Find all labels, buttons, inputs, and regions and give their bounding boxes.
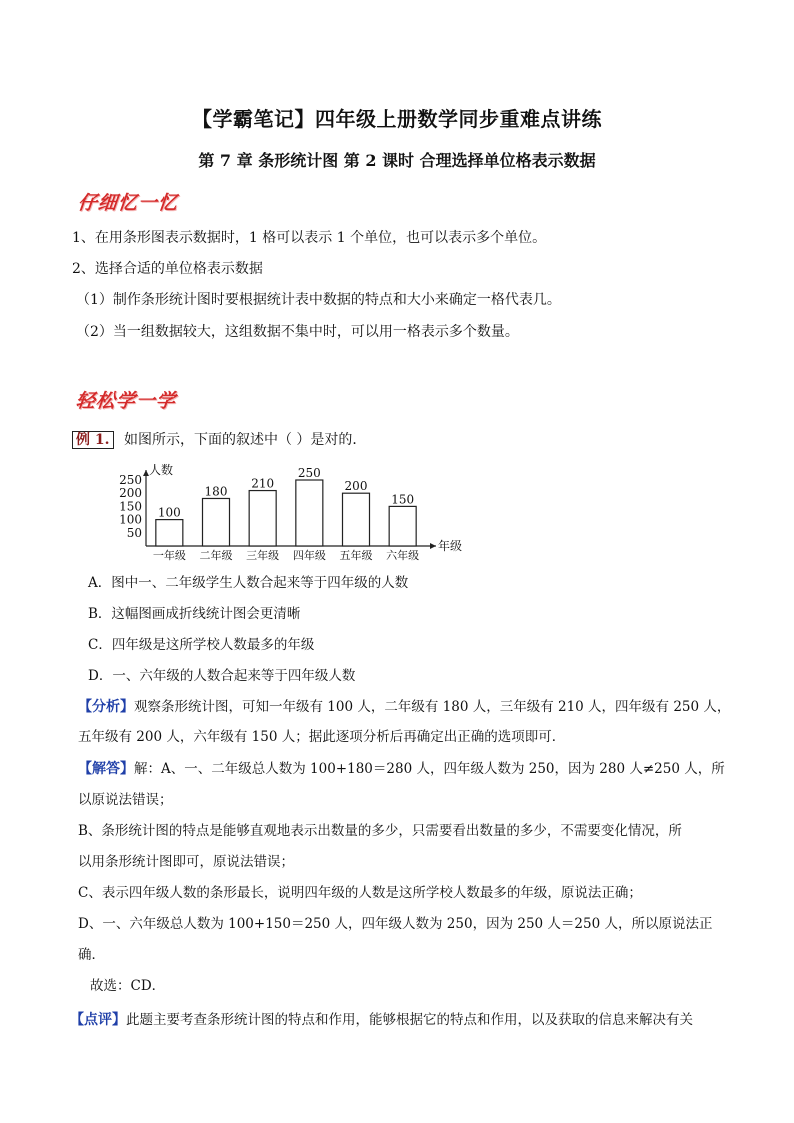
y-tick-label: 100 [119,512,142,527]
bar-value-label: 210 [251,476,275,491]
x-tick-label: 一年级 [152,549,186,562]
bar [156,520,183,546]
x-tick-label: 四年级 [292,549,326,562]
answer-label: 【解答】 [78,761,134,777]
document-title: 【学霸笔记】四年级上册数学同步重难点讲练 [192,107,602,131]
y-tick-label: 150 [119,499,142,514]
review-line-1: 1、在用条形图表示数据时，1 格可以表示 1 个单位，也可以表示多个单位。 [72,230,547,246]
answer-line-6: D、一、六年级总人数为 100+150＝250 人，四年级人数为 250，因为 250 人＝250 人，所以原说法正 [78,916,713,932]
bar-value-label: 250 [297,466,321,480]
bar [343,493,370,546]
answer-line-2: 以原说法错误； [78,792,173,808]
y-axis-label: 人数 [149,463,174,477]
x-tick-label: 五年级 [339,549,373,562]
option-d: D．一、六年级的人数合起来等于四年级人数 [88,668,356,684]
section-heading-learn: 轻松学一学 [74,390,178,412]
answer-line-3: B、条形统计图的特点是能够直观地表示出数量的多少，只需要看出数量的多少，不需要变化情况，所 [78,823,682,839]
x-axis-arrow [430,543,436,549]
example-question-row [72,429,366,449]
analysis-text: 观察条形统计图，可知一年级有 100 人，二年级有 180 人，三年级有 210 人，四年级有 250 人， [134,699,731,715]
y-tick-label: 250 [119,473,142,487]
choose-line: 故选：CD． [90,978,166,994]
bar [249,491,276,546]
option-b: B．这幅图画成折线统计图会更清晰 [88,606,301,622]
bar-chart [96,462,476,562]
x-axis-label: 年级 [438,539,463,553]
x-tick-label: 三年级 [246,549,280,562]
bar [203,498,230,546]
answer-block [78,759,738,779]
bar [296,480,323,546]
bar [389,506,416,546]
comment-text: 此题主要考查条形统计图的特点和作用，能够根据它的特点和作用，以及获取的信息来解决有关 [126,1012,693,1028]
analysis-block [78,697,738,717]
example-label: 例 1. [72,431,114,449]
bar-value-label: 150 [391,492,415,507]
bar-value-label: 100 [157,505,181,520]
x-tick-label: 六年级 [386,549,420,562]
comment-block [70,1010,742,1030]
answer-line-1: 解：A、一、二年级总人数为 100+180＝280 人，四年级人数为 250，因为 280 人≠250 人，所 [134,761,725,777]
answer-line-4: 以用条形统计图即可，原说法错误； [78,854,294,870]
review-line-3: （1）制作条形统计图时要根据统计表中数据的特点和大小来确定一格代表几。 [76,292,561,308]
comment-label: 【点评】 [70,1012,126,1028]
document-subtitle: 第 7 章 条形统计图 第 2 课时 合理选择单位格表示数据 [198,151,596,170]
section-heading-review: 仔细忆一忆 [76,192,180,214]
bar-value-label: 180 [204,484,228,499]
option-c: C．四年级是这所学校人数最多的年级 [88,637,315,653]
answer-line-7: 确． [78,947,105,963]
analysis-label: 【分析】 [78,699,134,715]
review-line-4: （2）当一组数据较大，这组数据不集中时，可以用一格表示多个数量。 [76,324,519,340]
analysis-text-2: 五年级有 200 人，六年级有 150 人；据此逐项分析后再确定出正确的选项即可． [78,729,566,745]
option-a: A．图中一、二年级学生人数合起来等于四年级的人数 [88,575,409,591]
y-tick-label: 50 [126,525,142,540]
y-tick-label: 200 [119,486,142,501]
example-question: 如图所示，下面的叙述中（ ）是对的． [123,432,367,448]
review-line-2: 2、选择合适的单位格表示数据 [72,261,263,277]
answer-line-5: C、表示四年级人数的条形最长，说明四年级的人数是这所学校人数最多的年级，原说法正确； [78,885,642,901]
x-tick-label: 二年级 [199,549,233,562]
bar-value-label: 200 [344,479,368,494]
